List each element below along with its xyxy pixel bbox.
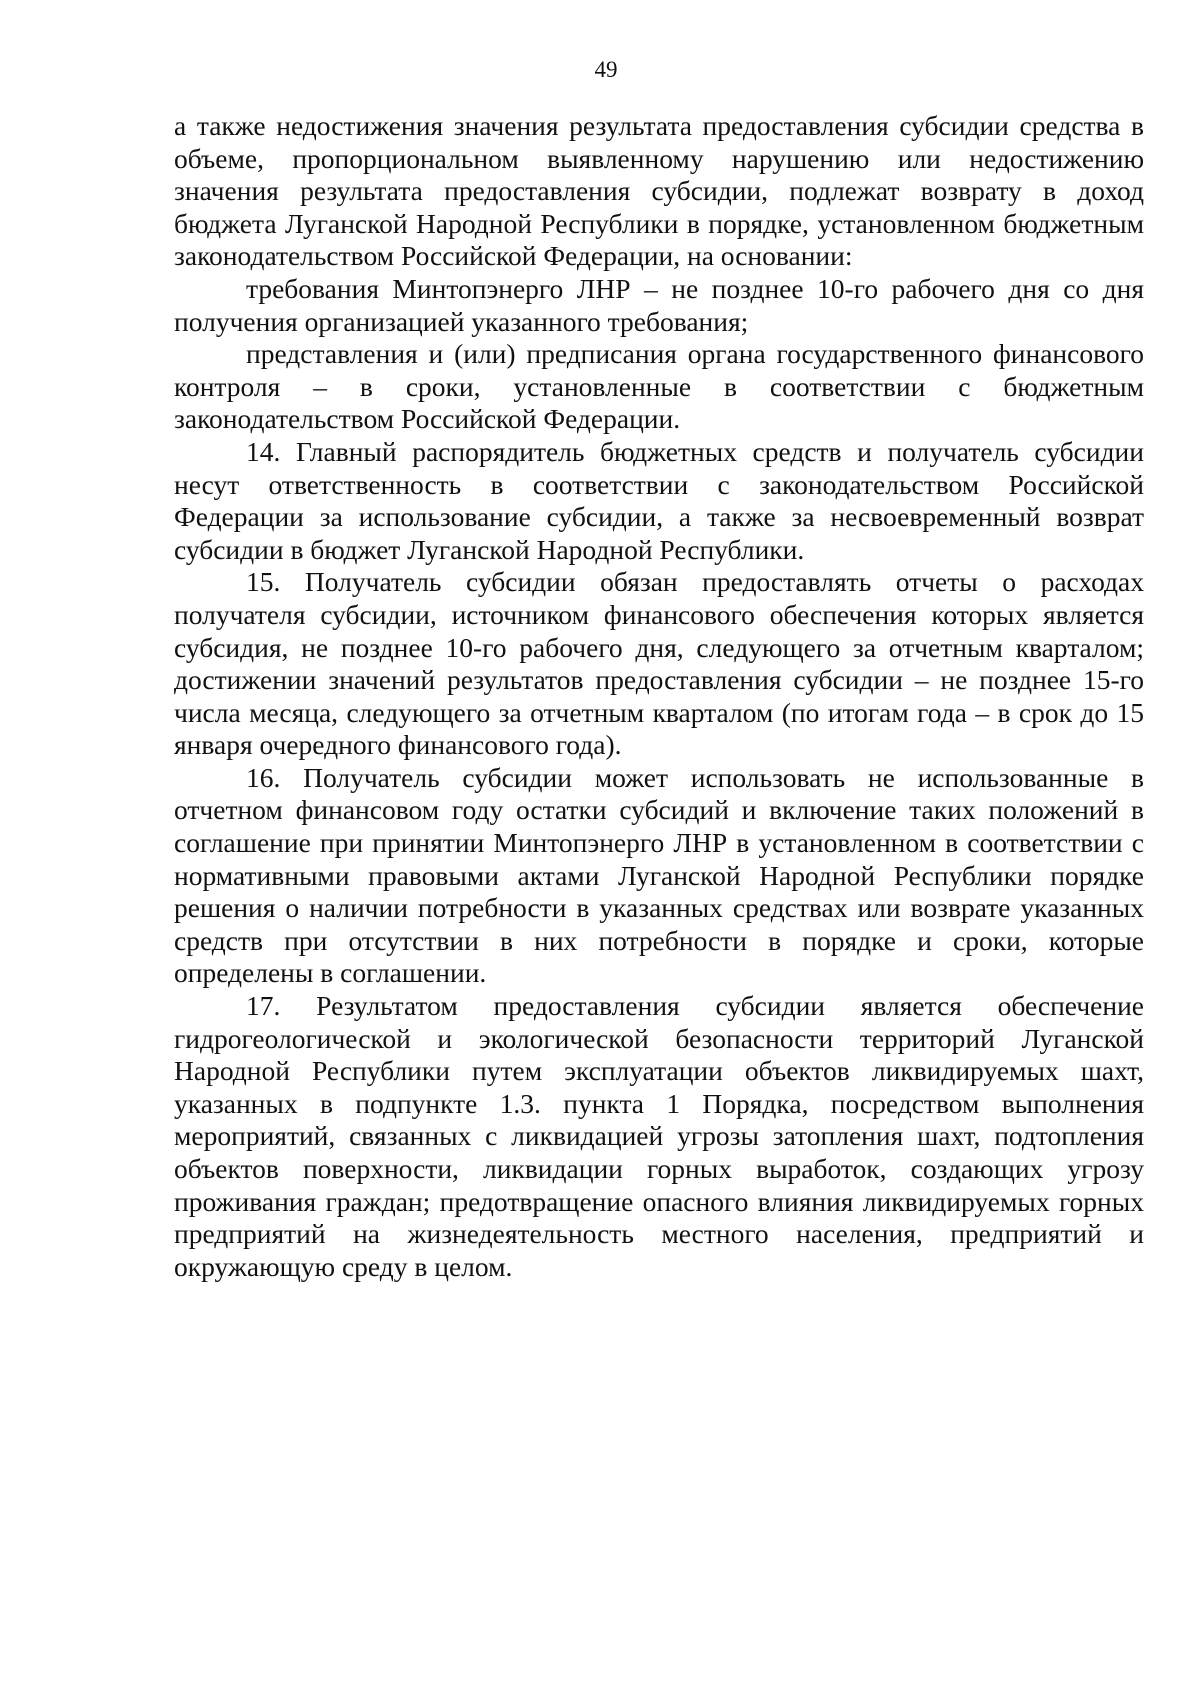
paragraph-clause-14: 14. Главный распорядитель бюджетных средств и получатель субсидии несут ответственность в соответствии с законодательством Российской Федерации за использование субсидии, а также за несвоевременный возврат субсидии в бюджет Луганской Народной Республики. — [174, 435, 1144, 565]
paragraph-intro: а также недостижения значения результата предоставления субсидии средства в объеме, пропорциональном выявленному нарушению или недостижению значения результата предоставления субсидии, подлежат возврату в доход бюджета Луганской Народной Республики в порядке, установленном бюджетным законодательством Российской Федерации, на основании: — [174, 110, 1144, 272]
paragraph-clause-16: 16. Получатель субсидии может использовать не использованные в отчетном финансовом году остатки субсидий и включение таких положений в соглашение при принятии Минтопэнерго ЛНР в установленном в соответствии с нормативными правовыми актами Луганской Народной Республики порядке решения о наличии потребности в указанных средствах или возврате указанных средств при отсутствии в них потребности в порядке и сроки, которые определены в соглашении. — [174, 761, 1144, 989]
paragraph-submission: представления и (или) предписания органа государственного финансового контроля – в сроки, установленные в соответствии с бюджетным законодательством Российской Федерации. — [174, 338, 1144, 435]
paragraph-clause-17: 17. Результатом предоставления субсидии является обеспечение гидрогеологической и экологической безопасности территорий Луганской Народной Республики путем эксплуатации объектов ликвидируемых шахт, указанных в подпункте 1.3. пункта 1 Порядка, посредством выполнения мероприятий, связанных с ликвидацией угрозы затопления шахт, подтопления объектов поверхности, ликвидации горных выработок, создающих угрозу проживания граждан; предотвращение опасного влияния ликвидируемых горных предприятий на жизнедеятельность местного населения, предприятий и окружающую среду в целом. — [174, 990, 1144, 1282]
document-body — [174, 110, 1144, 1283]
paragraph-clause-15: 15. Получатель субсидии обязан предоставлять отчеты о расходах получателя субсидии, источником финансового обеспечения которых является субсидия, не позднее 10-го рабочего дня, следующего за отчетным кварталом; достижении значений результатов предоставления субсидии – не позднее 15-го числа месяца, следующего за отчетным кварталом (по итогам года – в срок до 15 января очередного финансового года). — [174, 566, 1144, 761]
paragraph-requirement: требования Минтопэнерго ЛНР – не позднее 10-го рабочего дня со дня получения организацией указанного требования; — [174, 272, 1144, 337]
page-number: 49 — [594, 57, 618, 82]
